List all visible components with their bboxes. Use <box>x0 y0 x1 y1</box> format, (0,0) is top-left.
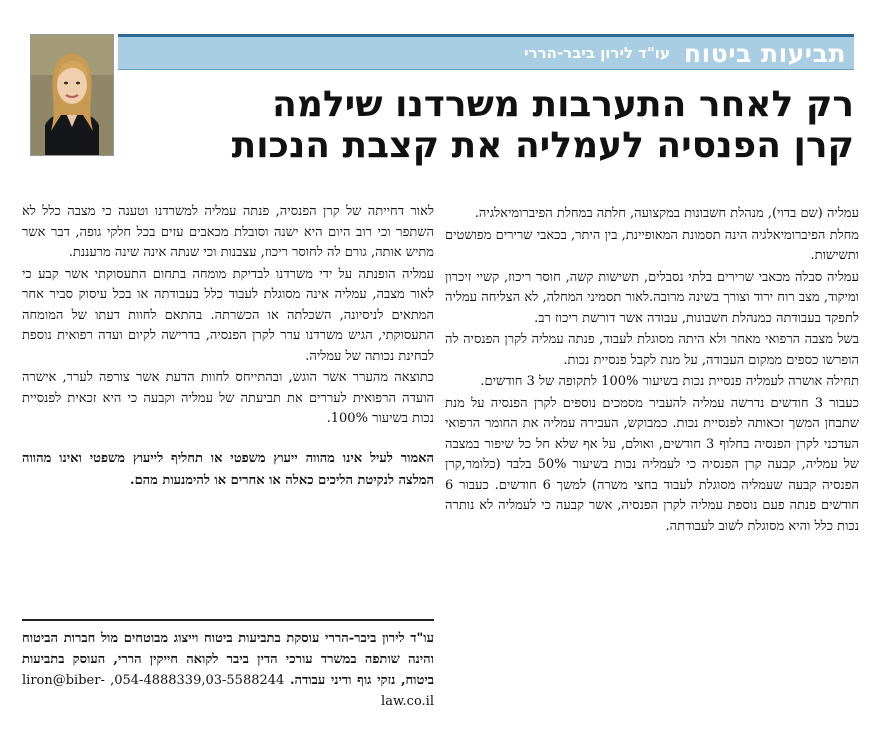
bio-text: עו"ד לירון ביבר-הררי עוסקת בתביעות ביטוח וייצוג מבוטחים מול חברות הביטוח והינה שותפה במשרד עורכי הדין ביבר לקואה חייקין הררי, העוסק בתביעות ביטוח, נזקי גוף ודיני עבודה. <box>22 631 435 688</box>
paragraph: מחלת הפיברומיאלגיה הינה תסמונת המאופיינת, בין היתר, בכאבי שרירים מפושטים ותשישות. <box>445 227 859 263</box>
section-banner <box>118 34 854 70</box>
paragraph: בשל מצבה הרפואי מאחר ולא היתה מסוגלת לעבוד, פנתה עמליה לקרן הפנסיה לה הופרשו כספים ממקום העבודה, על מנת לקבל פנסיית נכות. <box>445 332 859 368</box>
headline-line-2: קרן הפנסיה לעמליה את קצבת הנכות <box>231 125 854 166</box>
article-column-left <box>22 202 434 493</box>
author-portrait-icon <box>31 35 113 155</box>
article-headline <box>140 84 854 166</box>
paragraph: כתוצאה מהערר אשר הוגש, ובהתייחס לחוות הדעת אשר צורפה לערר, אישרה הועדה הרפואית לעררים את תביעתה של עמליה וקבעה כי היא זכאית לפנסיית נכות בשיעור 100%. <box>22 370 434 426</box>
paragraph: תחילה אושרה לעמליה פנסיית נכות בשיעור 100% לתקופה של 3 חודשים. <box>480 374 859 389</box>
paragraph: לאור דחייתה של קרן הפנסיה, פנתה עמליה למשרדנו וטענה כי מצבה כלל לא השתפר וכי רוב היום היא ישנה וסובלת מכאבים עזים בכל חלקי גופה, דבר אשר מתיש אותה, גורם לה לחוסר ריכוז, עצבנות וכי שנתה אינה שינה מרעננת. <box>22 204 434 260</box>
article-column-right <box>445 204 859 538</box>
section-category: תביעות ביטוח <box>683 38 846 68</box>
paragraph: עמליה (שם בדוי), מנהלת חשבונות במקצועה, חלתה במחלת הפיברומיאלגיה. <box>474 206 859 221</box>
paragraph: עמליה סבלה מכאבי שרירים בלתי נסבלים, תשישות קשה, חוסר ריכוז, קשיי זיכרון ומיקוד, מצב רוח ירוד וצורך בשינה מרובה.לאור תסמיני המחלה, לא הצליחה עמליה לתפקד בעבודתה כמנהלת חשבונות, עבודה אשר דורשת ריכוז רב. <box>445 269 859 326</box>
paragraph: עמליה הופנתה על ידי משרדנו לבדיקת מומחה בתחום התעסוקתי אשר קבע כי לאור מצבה, עמליה אינה מסוגלת לעבוד כלל בעבודתה או בכל עיסוק סביר אחר המתאים לניסיונה, השכלתה או הכשרתה. בהתאם לחוות דעתו של המומחה התעסוקתי, הגיש משרדנו ערר לקרן הפנסיה, בדרישה לקיום ועדה רפואית נוספת לבחינת נכותה של עמליה. <box>22 266 434 364</box>
headline-line-1: רק לאחר התערבות משרדנו שילמה <box>272 84 854 125</box>
author-photo <box>30 34 114 156</box>
author-bio <box>22 628 434 712</box>
contact-details: 054-4888339,03-5588244, liron@biber-law.co.il <box>22 673 434 709</box>
bio-divider <box>22 619 434 621</box>
legal-disclaimer: האמור לעיל אינו מהווה ייעוץ משפטי או תחליף לייעוץ משפטי ואינו מהווה המלצה לנקיטת הליכים כאלה או אחרים או להימנעות מהם. <box>22 450 434 488</box>
paragraph: כעבור 3 חודשים נדרשה עמליה להעביר מסמכים נוספים לקרן הפנסיה על מנת שתבחן המשך זכאותה לפנסיית נכות. כמבוקש, העבירה עמליה את החומר הרפואי העדכני לקרן הפנסיה בחלוף 3 חודשים, ואולם, על אף שלא חל כל שיפור במצבה של עמליה, קבעה קרן הפנסיה כי לעמליה נכות בשיעור 50% בלבד (כלומר,קרן הפנסיה קבעה שעמליה מסוגלת לעבוד בחצי משרה) למשך 6 חודשים. כעבור 6 חודשים פנתה פעם נוספת עמליה לקרן הפנסיה, אשר קבעה כי לעמליה לא נותרה נכות כלל והיא מסוגלת לשוב לעבודתה. <box>445 395 859 534</box>
byline-author: עו"ד לירון ביבר-הררי <box>524 44 670 62</box>
